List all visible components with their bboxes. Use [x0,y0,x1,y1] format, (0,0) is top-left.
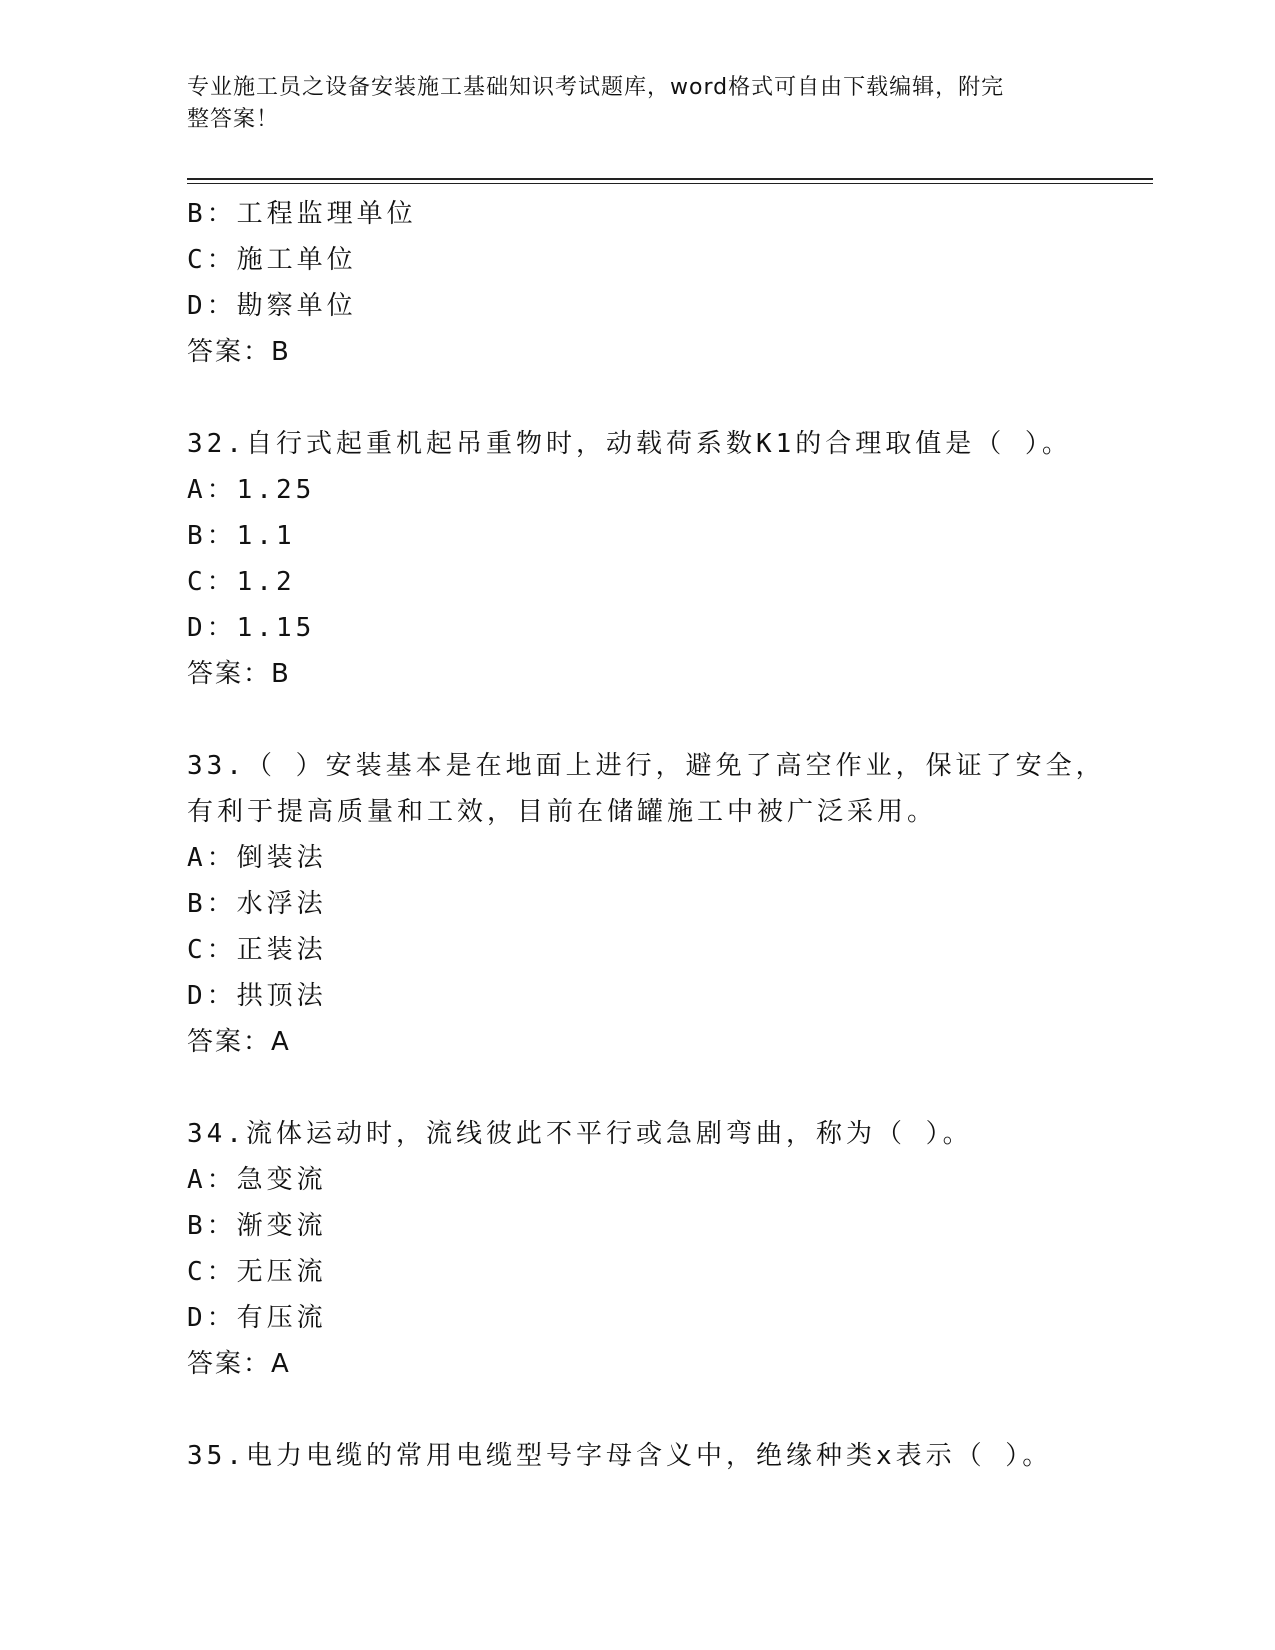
header-divider-thin [187,183,1153,184]
question-list [187,191,1127,1479]
question-stem: 33.（ ）安装基本是在地面上进行，避免了高空作业，保证了安全， [187,751,1106,781]
question-stem: 34.流体运动时，流线彼此不平行或急剧弯曲，称为（ ）。 [187,1119,973,1149]
spacer [187,1065,1127,1111]
option-a: A：1.25 [187,475,316,505]
option-a: A：倒装法 [187,843,327,873]
option-d: D：拱顶法 [187,981,327,1011]
option-c: C：无压流 [187,1257,327,1287]
option-b: B：水浮法 [187,889,327,919]
option-b: B：渐变流 [187,1211,327,1241]
spacer [187,375,1127,421]
question-stem-continued: 有利于提高质量和工效，目前在储罐施工中被广泛采用。 [187,797,938,827]
header-line-2: 整答案！ [187,107,280,132]
option-d: D：勘察单位 [187,291,357,321]
question-31-continued [187,191,1127,375]
document-header [187,72,1067,136]
answer-line: 答案：B [187,659,291,689]
option-d: D：1.15 [187,613,316,643]
question-35 [187,1433,1127,1479]
option-c: C：施工单位 [187,245,357,275]
question-34 [187,1111,1127,1387]
spacer [187,697,1127,743]
option-a: A：急变流 [187,1165,327,1195]
option-b: B：1.1 [187,521,296,551]
question-32 [187,421,1127,697]
question-stem: 32.自行式起重机起吊重物时，动载荷系数K1的合理取值是（ ）。 [187,429,1072,459]
answer-line: 答案：B [187,337,291,367]
option-d: D：有压流 [187,1303,327,1333]
header-divider-thick [187,178,1153,180]
answer-line: 答案：A [187,1349,291,1379]
question-33 [187,743,1127,1065]
question-stem: 35.电力电缆的常用电缆型号字母含义中，绝缘种类x表示（ ）。 [187,1441,1053,1471]
header-line-1: 专业施工员之设备安装施工基础知识考试题库，word格式可自由下载编辑，附完 [187,75,1005,100]
answer-line: 答案：A [187,1027,291,1057]
option-b: B：工程监理单位 [187,199,417,229]
option-c: C：正装法 [187,935,327,965]
option-c: C：1.2 [187,567,296,597]
spacer [187,1387,1127,1433]
